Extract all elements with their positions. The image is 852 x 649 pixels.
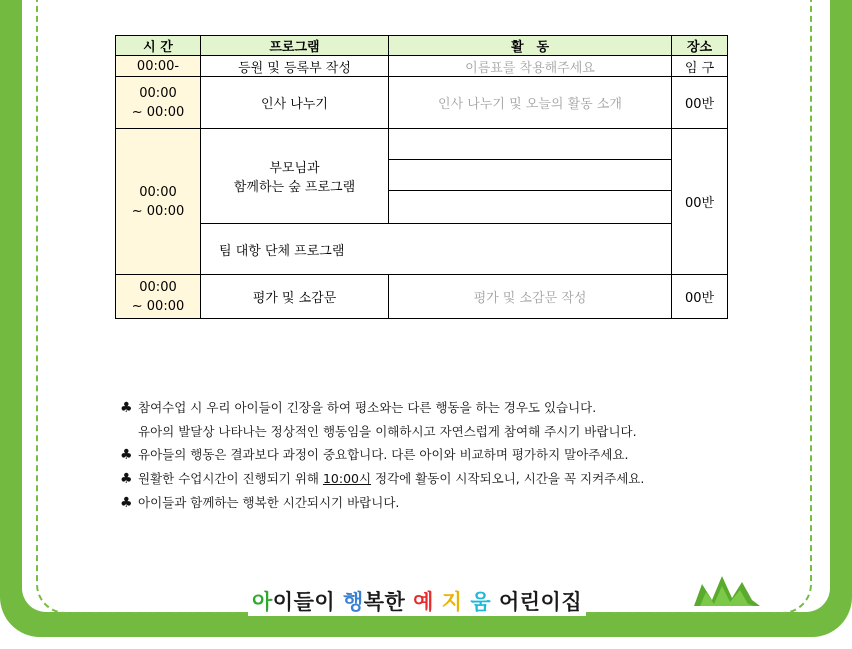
time-end: ~ 00:00 (131, 298, 185, 314)
start-time: 10:00시 (322, 471, 372, 486)
program-line2: 함께하는 숲 프로그램 (233, 180, 356, 195)
grass-icon (692, 570, 762, 610)
activity-cell: 인사 나누기 및 오늘의 활동 소개 (389, 77, 672, 129)
place-cell: 00반 (672, 77, 728, 129)
note-text: 참여수업 시 우리 아이들이 긴장을 하여 평소와는 다른 행동을 하는 경우도 있습니다. (138, 400, 597, 415)
time-end: ~ 00:00 (131, 203, 185, 219)
note-item (120, 420, 740, 443)
footer-part: 행 (342, 590, 364, 614)
schedule-table (115, 35, 728, 319)
note-text: 정각에 활동이 시작되오니, 시간을 꼭 지켜주세요. (371, 471, 645, 486)
footer-part: 이들이 (272, 590, 343, 614)
footer-part: 지 (433, 590, 471, 614)
header-activity: 활 동 (389, 36, 672, 56)
note-text: 유아의 발달상 나타나는 정상적인 행동임을 이해하시고 자연스럽게 참여해 주시기 바랍니다. (138, 424, 637, 439)
activity-cell: 평가 및 소감문 작성 (389, 275, 672, 319)
program-cell: 평가 및 소감문 (201, 275, 389, 319)
note-item (120, 396, 740, 420)
program-cell (201, 129, 389, 224)
footer-part: 어린이집 (491, 590, 583, 614)
table-row (116, 129, 728, 160)
time-start: 00:00 (139, 184, 177, 200)
header-program: 프로그램 (201, 36, 389, 56)
table-header-row (116, 36, 728, 56)
table-row (116, 56, 728, 77)
note-item (120, 467, 740, 491)
table-row (116, 224, 728, 275)
footer-part: 복한 (363, 590, 414, 614)
notes (120, 396, 740, 515)
table-row (116, 77, 728, 129)
activity-cell-empty (389, 129, 672, 160)
footer-part: 움 (470, 590, 492, 614)
club-icon: ♣ (120, 471, 133, 487)
note-item (120, 443, 740, 467)
activity-cell-empty (389, 160, 672, 191)
time-cell: 00:00- (116, 56, 201, 77)
note-text: 원활한 수업시간이 진행되기 위해 (138, 471, 323, 486)
activity-cell-empty (389, 191, 672, 224)
note-item (120, 491, 740, 515)
club-icon: ♣ (120, 447, 133, 463)
note-text: 아이들과 함께하는 행복한 시간되시기 바랍니다. (138, 495, 400, 510)
kindergarten-name (248, 586, 586, 616)
place-cell: 임 구 (672, 56, 728, 77)
activity-cell: 이름표를 착용해주세요 (389, 56, 672, 77)
note-text: 유아들의 행동은 결과보다 과정이 중요합니다. 다른 아이와 비교하며 평가하지 말아주세요. (138, 447, 629, 462)
place-cell: 00반 (672, 275, 728, 319)
time-cell (116, 77, 201, 129)
program-cell: 등원 및 등록부 작성 (201, 56, 389, 77)
time-end: ~ 00:00 (131, 104, 185, 120)
footer-part: 아 (252, 590, 273, 614)
program-cell: 인사 나누기 (201, 77, 389, 129)
header-time: 시 간 (116, 36, 201, 56)
time-start: 00:00 (139, 85, 177, 101)
club-icon: ♣ (120, 400, 133, 416)
footer-part: 예 (413, 590, 434, 614)
program-cell-team: 팀 대항 단체 프로그램 (201, 224, 672, 275)
time-cell (116, 129, 201, 275)
program-line1: 부모님과 (269, 161, 320, 176)
time-start: 00:00 (139, 279, 177, 295)
club-icon: ♣ (120, 495, 133, 511)
table-row (116, 275, 728, 319)
place-cell: 00반 (672, 129, 728, 275)
header-place: 장소 (672, 36, 728, 56)
time-cell (116, 275, 201, 319)
